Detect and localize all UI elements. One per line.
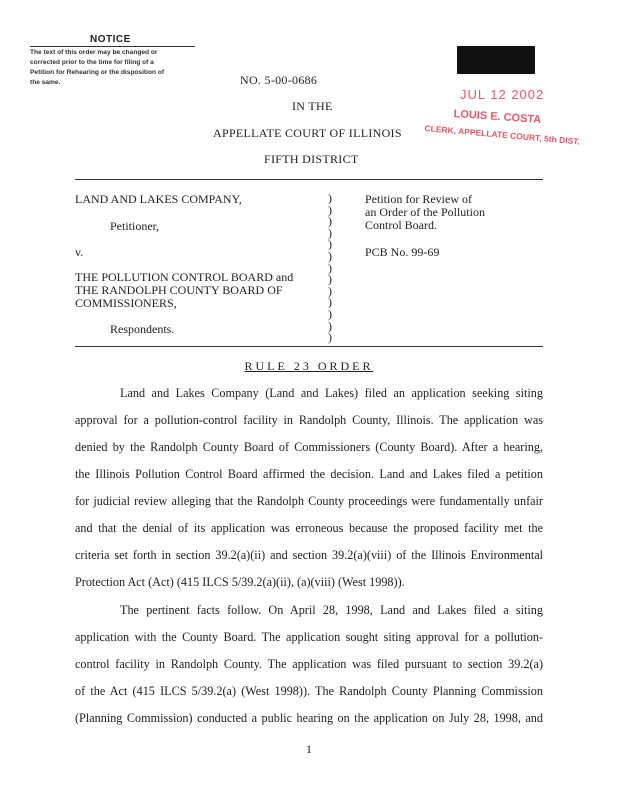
body-line: application with the County Board. The application sought siting approval for a pollution- xyxy=(75,630,543,644)
notice-line: Petition for Rehearing or the disposition of xyxy=(30,69,165,76)
notice-line: The text of this order may be changed or xyxy=(30,49,158,56)
paren: ) xyxy=(328,306,332,321)
notice-line: corrected prior to the time for filing of a xyxy=(30,59,154,66)
body-line: for judicial review alleging that the Randolph County proceedings were fundamentally unfair xyxy=(75,494,543,508)
versus-label: v. xyxy=(75,245,84,259)
caption-bottom-rule xyxy=(75,346,543,347)
body-line: Land and Lakes Company (Land and Lakes) filed an application seeking siting xyxy=(120,386,543,400)
petition-line: Petition for Review of xyxy=(365,192,472,206)
page-number: 1 xyxy=(306,742,312,756)
paren: ) xyxy=(328,191,332,205)
clerk-title-stamp: CLERK, APPELLATE COURT, 5th DIST. xyxy=(424,123,581,147)
petitioner-label: Petitioner, xyxy=(110,219,160,233)
paren: ) xyxy=(328,260,332,275)
body-line: Protection Act (Act) (415 ILCS 5/39.2(a)(ii), (a)(viii) (West 1998)). xyxy=(75,575,405,589)
body-line: The pertinent facts follow. On April 28, 1998, Land and Lakes filed a siting xyxy=(120,603,543,617)
paren: ) xyxy=(328,318,332,333)
petition-line: an Order of the Pollution xyxy=(365,205,485,219)
body-line: control facility in Randolph County. The application was filed pursuant to section 39.2(a) xyxy=(75,657,543,671)
paren: ) xyxy=(328,248,332,263)
body-line: of the Act (415 ILCS 5/39.2(a) (West 1998)). The Randolph County Planning Commission xyxy=(75,684,543,698)
petitioner-name: LAND AND LAKES COMPANY, xyxy=(75,192,242,206)
caption-top-rule xyxy=(75,179,543,180)
paren: ) xyxy=(328,283,332,298)
body-line: denied by the Randolph County Board of Commissioners (County Board). After a hearing, xyxy=(75,440,543,454)
notice-divider xyxy=(30,46,195,47)
body-line: approval for a pollution-control facility in Randolph County, Illinois. The application was xyxy=(75,413,543,427)
caption-parentheses xyxy=(328,193,332,344)
paren: ) xyxy=(328,237,332,252)
respondent-line: THE POLLUTION CONTROL BOARD and xyxy=(75,270,294,284)
notice-line: the same. xyxy=(30,79,61,86)
in-the-label: IN THE xyxy=(292,99,333,113)
redaction-box xyxy=(457,46,535,74)
paren: ) xyxy=(328,295,332,310)
respondent-names xyxy=(75,271,293,310)
district-name: FIFTH DISTRICT xyxy=(264,152,359,166)
paren: ) xyxy=(328,214,332,229)
body-line: (Planning Commission) conducted a public hearing on the application on July 28, 1998, and xyxy=(75,711,543,725)
petition-line: Control Board. xyxy=(365,218,437,232)
paren: ) xyxy=(328,272,332,287)
order-title-text: RULE 23 ORDER xyxy=(244,359,374,373)
filed-date-stamp: JUL 12 2002 xyxy=(460,87,545,102)
case-number: NO. 5-00-0686 xyxy=(240,73,318,87)
respondent-line: COMMISSIONERS, xyxy=(75,296,177,310)
paren: ) xyxy=(328,225,332,240)
body-line: and that the denial of its application was erroneous because the proposed facility met the xyxy=(75,521,543,535)
petition-description xyxy=(365,193,485,232)
paren: ) xyxy=(328,330,332,345)
clerk-name-stamp: LOUIS E. COSTA xyxy=(453,108,542,127)
paren: ) xyxy=(328,202,332,217)
body-line: the Illinois Pollution Control Board affirmed the decision. Land and Lakes filed a petition xyxy=(75,467,543,481)
order-title xyxy=(0,359,618,374)
respondent-label: Respondents. xyxy=(110,322,175,336)
notice-text xyxy=(30,48,198,88)
body-line: criteria set forth in section 39.2(a)(ii) and section 39.2(a)(viii) of the Illinois Environmental xyxy=(75,548,543,562)
court-name: APPELLATE COURT OF ILLINOIS xyxy=(213,126,402,140)
respondent-line: THE RANDOLPH COUNTY BOARD OF xyxy=(75,283,283,297)
notice-title: NOTICE xyxy=(90,34,131,45)
pcb-number: PCB No. 99-69 xyxy=(365,245,440,259)
